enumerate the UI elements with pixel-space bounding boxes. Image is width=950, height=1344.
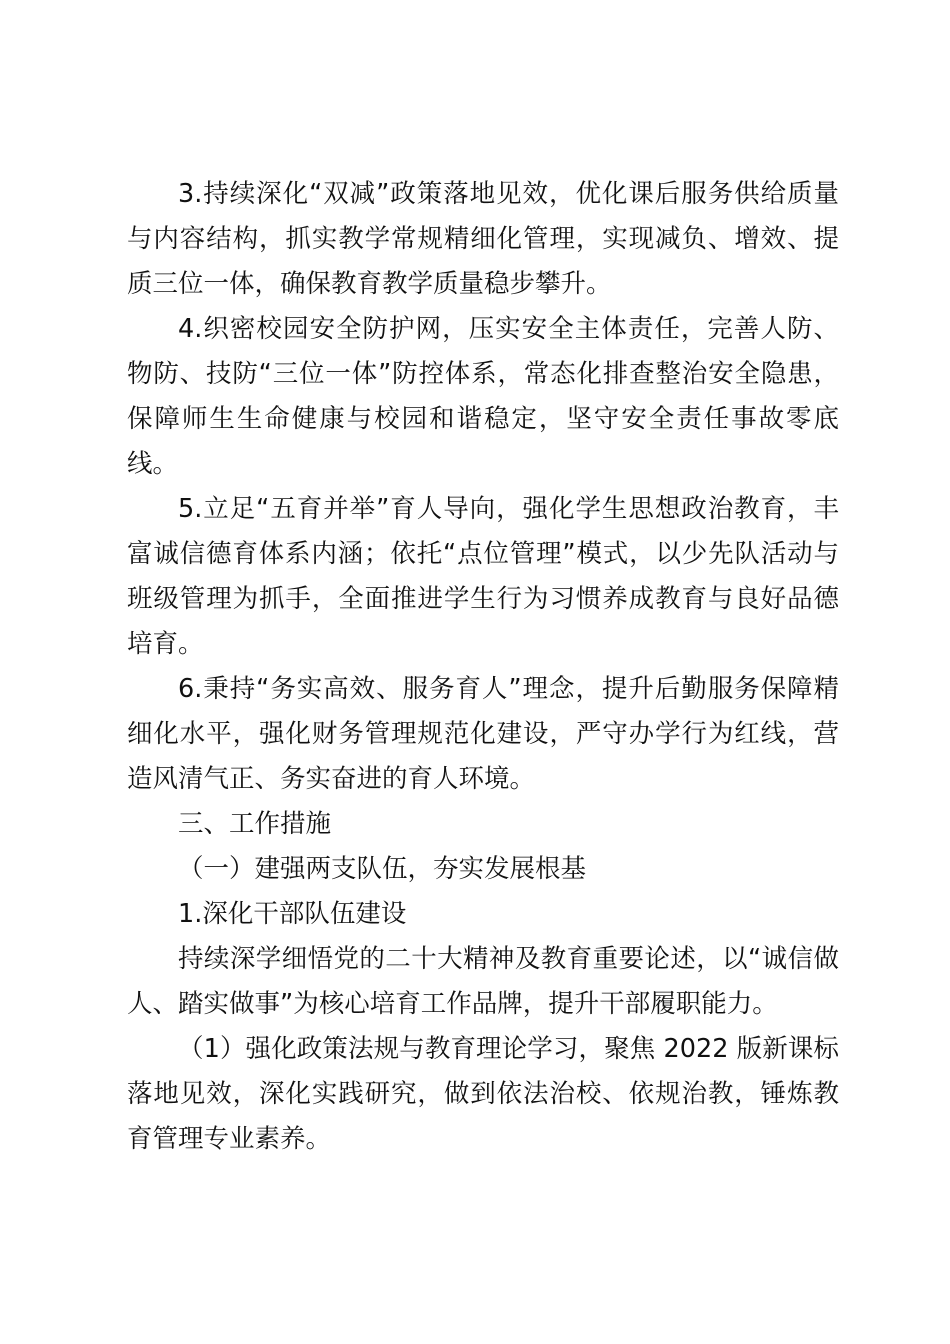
paragraph-goal-6: 6.秉持“务实高效、服务育人”理念，提升后勤服务保障精细化水平，强化财务管理规范化建设，严守办学行为红线，营造风清气正、务实奋进的育人环境。 xyxy=(127,674,839,794)
item-heading-1: 1.深化干部队伍建设 xyxy=(178,899,407,929)
paragraph-goal-4: 4.织密校园安全防护网，压实安全主体责任，完善人防、物防、技防“三位一体”防控体系，常态化排查整治安全隐患，保障师生生命健康与校园和谐稳定，坚守安全责任事故零底线。 xyxy=(127,314,839,479)
subsection-heading-1: （一）建强两支队伍，夯实发展根基 xyxy=(178,854,587,884)
paragraph-goal-3: 3.持续深化“双减”政策落地见效，优化课后服务供给质量与内容结构，抓实教学常规精细化管理，实现减负、增效、提质三位一体，确保教育教学质量稳步攀升。 xyxy=(127,179,839,299)
section-heading-measures: 三、工作措施 xyxy=(178,809,332,839)
paragraph-cadre-study: 持续深学细悟党的二十大精神及教育重要论述，以“诚信做人、踏实做事”为核心培育工作品牌，提升干部履职能力。 xyxy=(127,944,839,1019)
document-body xyxy=(127,172,839,1162)
paragraph-goal-5: 5.立足“五育并举”育人导向，强化学生思想政治教育，丰富诚信德育体系内涵；依托“点位管理”模式，以少先队活动与班级管理为抓手，全面推进学生行为习惯养成教育与良好品德培育。 xyxy=(127,494,839,659)
paragraph-policy-study: （1）强化政策法规与教育理论学习，聚焦 2022 版新课标落地见效，深化实践研究，做到依法治校、依规治教，锤炼教育管理专业素养。 xyxy=(127,1034,839,1154)
